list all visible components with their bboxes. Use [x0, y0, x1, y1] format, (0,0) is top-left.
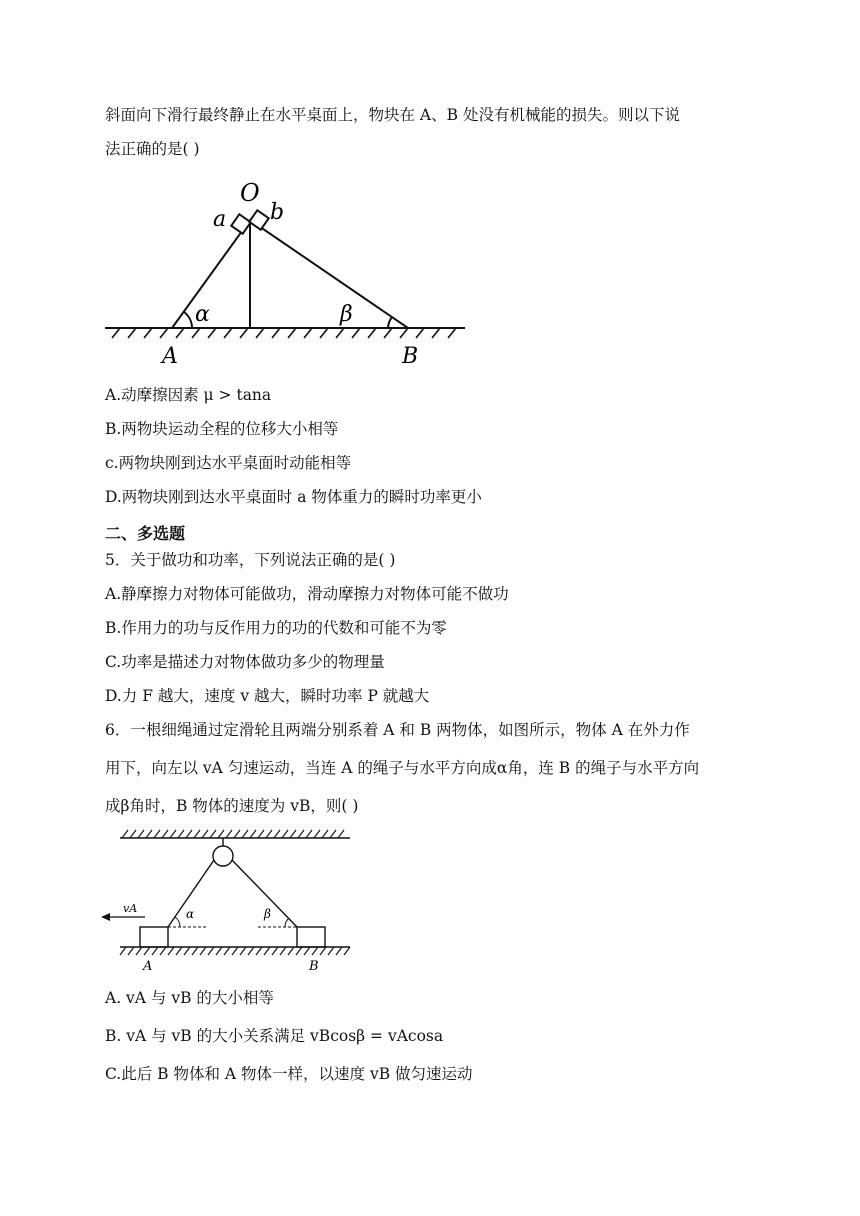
label-A-6: A: [143, 959, 153, 974]
q4-incline-figure: [100, 175, 470, 370]
q5-stem: 5．关于做功和功率，下列说法正确的是( ): [105, 551, 396, 569]
velocity-arrow-icon: [101, 913, 110, 921]
q4-option-d: D.两物块刚到达水平桌面时 a 物体重力的瞬时功率更小: [105, 488, 482, 506]
block-b: [249, 210, 268, 229]
q6-stem-line-1: 6．一根细绳通过定滑轮且两端分别系着 A 和 B 两物体，如图所示，物体 A 在外力作: [105, 721, 690, 739]
q4-option-b: B.两物块运动全程的位移大小相等: [105, 420, 339, 438]
label-B-6: B: [309, 959, 319, 974]
q6-pulley-figure: [95, 822, 360, 977]
label-beta-6: β: [264, 907, 271, 921]
q6-option-c: C.此后 B 物体和 A 物体一样，以速度 vB 做匀速运动: [105, 1065, 473, 1083]
label-B: B: [402, 344, 419, 369]
q5-option-b: B.作用力的功与反作用力的功的代数和可能不为零: [105, 619, 447, 637]
q6-option-b: B. vA 与 vB 的大小关系满足 vBcosβ = vAcosa: [105, 1027, 444, 1045]
q6-option-a: A. vA 与 vB 的大小相等: [105, 989, 274, 1007]
label-alpha-6: α: [186, 907, 195, 921]
label-b: b: [270, 200, 285, 225]
block-a: [231, 214, 250, 233]
q5-option-d: D.力 F 越大，速度 v 越大，瞬时功率 P 就越大: [105, 687, 430, 705]
q4-stem-line-1: 斜面向下滑行最终静止在水平桌面上，物块在 A、B 处没有机械能的损失。则以下说: [105, 106, 680, 124]
q6-stem-line-3: 成β角时，B 物体的速度为 vB，则( ): [105, 797, 359, 815]
q4-option-c: c.两物块刚到达水平桌面时动能相等: [105, 454, 352, 472]
q5-option-a: A.静摩擦力对物体可能做功，滑动摩擦力对物体可能不做功: [105, 585, 509, 603]
label-O: O: [240, 179, 260, 207]
block-B: [297, 927, 325, 947]
label-a: a: [213, 207, 227, 232]
label-beta: β: [340, 302, 353, 327]
q4-option-a: A.动摩擦因素 μ > tana: [105, 386, 272, 404]
section-heading: 二、多选题: [105, 524, 186, 543]
q6-stem-line-2: 用下，向左以 vA 匀速运动，当连 A 的绳子与水平方向成α角，连 B 的绳子与水平方向: [105, 759, 700, 777]
q4-stem-line-2: 法正确的是( ): [105, 140, 200, 158]
label-alpha: α: [195, 302, 210, 327]
label-A: A: [162, 344, 178, 369]
pulley: [213, 846, 233, 866]
block-A: [140, 927, 168, 947]
label-vA: vA: [123, 902, 138, 915]
q5-option-c: C.功率是描述力对物体做功多少的物理量: [105, 653, 385, 671]
